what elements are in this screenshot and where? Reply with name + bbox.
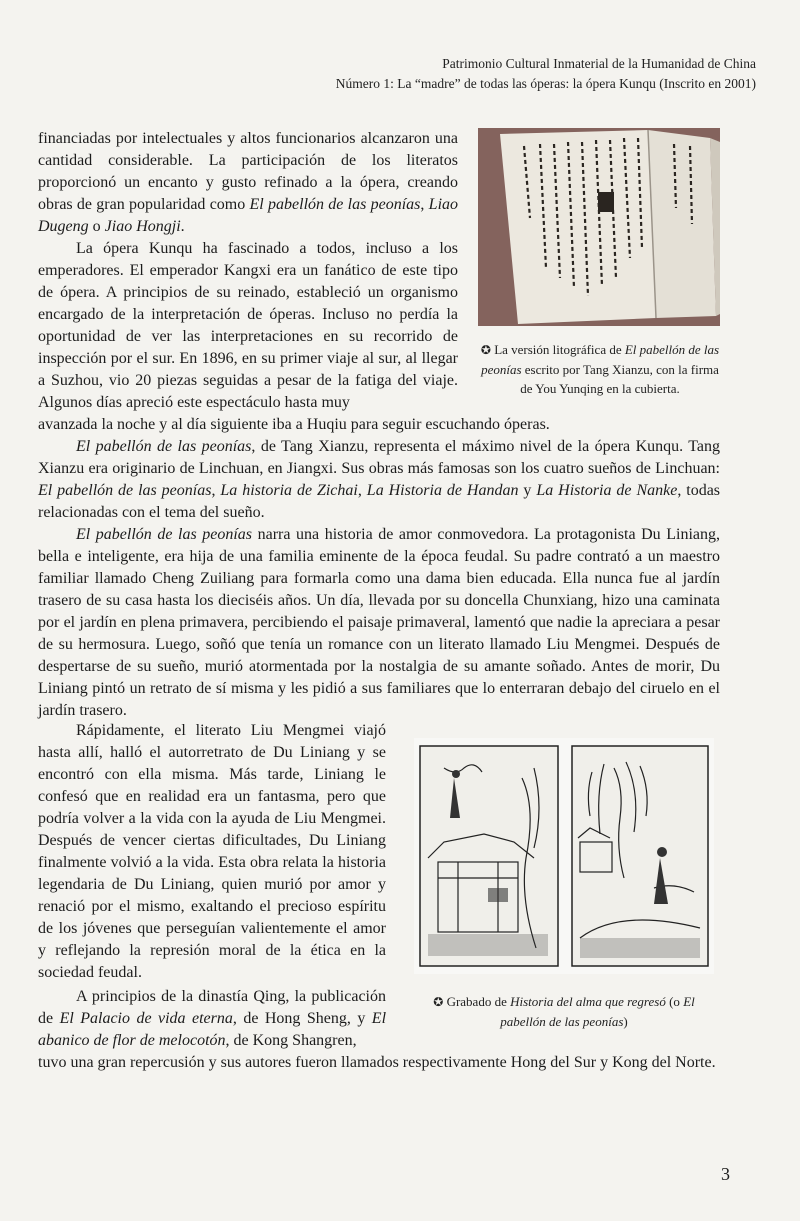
- paragraph-3: El pabellón de las peonías, de Tang Xianzu, representa el máximo nivel de la ópera Kunqu. Tang Xianzu era originario de Linchuan, en Jiangxi. Sus obras más famosas son los cuatro sueños de Linchuan: El pabellón de las peonías, La historia de Zichai, La Historia de Handan y La Historia de Nanke, todas relacionadas con el tema del sueño.: [38, 438, 721, 521]
- italic-title: El pabellón de las peonías: [38, 482, 212, 499]
- caption-1-text: La versión litográfica de El pabellón de las peonías escrito por Tang Xianzu, con la firma de You Yunqing en la cubierta.: [481, 342, 720, 396]
- running-header: [336, 54, 756, 94]
- star-bullet-icon: ✪: [433, 995, 444, 1009]
- italic-title: La Historia de Handan: [366, 482, 519, 499]
- paragraph-2-continued: avanzada la noche y al día siguiente iba a Huqiu para seguir escuchando óperas.: [38, 416, 550, 433]
- paragraph-6-continued: tuvo una gran repercusión y sus autores fueron llamados respectivamente Hong del Sur y Kong del Norte.: [38, 1054, 716, 1071]
- italic-title: El pabellón de las peonías: [481, 342, 720, 377]
- italic-title: El pabellón de las peonías: [76, 438, 252, 455]
- italic-title: La historia de Zichai: [220, 482, 358, 499]
- figure-1-caption: [478, 340, 722, 398]
- woodblock-engraving-image: [414, 738, 714, 974]
- paragraph-4: El pabellón de las peonías narra una historia de amor conmovedora. La protagonista Du Liniang, bella e inteligente, era hija de una familia eminente de la época feudal. Su padre contrató a un maestro familiar llamado Cheng Zuiliang para formarla como una dama bien educada. Ella nunca fue al jardín trasero de su casa hasta los dieciséis años. Un día, llevada por su doncella Chunxiang, hizo una caminata por el jardín en plena primavera, percibiendo el paisaje primaveral, lamentó que nadie la apreciara a pesar de su hermosura. Luego, soñó que tenía un romance con un literato llamado Liu Mengmei. Después de despertarse de su sueño, murió atormentada por la nostalgia de su amante soñado. Antes de morir, Du Liniang pintó un retrato de sí misma y les pidió a sus familiares que lo enterraran debajo del ciruelo en el jardín trasero.: [38, 526, 720, 719]
- figure-2-caption: [416, 992, 712, 1031]
- star-bullet-icon: ✪: [480, 343, 491, 357]
- header-series-title: Patrimonio Cultural Inmaterial de la Humanidad de China: [442, 56, 756, 71]
- italic-title: El pabellón de las peonías: [249, 196, 421, 213]
- page-number: 3: [721, 1164, 730, 1184]
- italic-title: El abanico de flor de melocotón: [38, 1010, 387, 1049]
- caption-2-text: Grabado de Historia del alma que regresó (o El pabellón de las peonías): [446, 994, 695, 1029]
- header-issue-title: Número 1: La “madre” de todas las óperas: la ópera Kunqu (Inscrito en 2001): [335, 76, 756, 91]
- italic-title: Liao Dugeng: [38, 196, 459, 235]
- italic-title: La Historia de Nanke: [536, 482, 678, 499]
- italic-title: Jiao Hongji: [104, 218, 181, 235]
- italic-title: El pabellón de las peonías: [76, 526, 253, 543]
- paragraph-6: A principios de la dinastía Qing, la publicación de El Palacio de vida eterna, de Hong Sheng, y El abanico de flor de melocotón, de Kong Shangren,: [38, 988, 387, 1049]
- paragraph-5: Rápidamente, el literato Liu Mengmei viajó hasta allí, halló el autorretrato de Du Liniang y se encontró con ella misma. Más tarde, Liniang le confesó que en realidad era un fantasma, pero que podría volver a la vida con la ayuda de Liu Mengmei. Después de vencer ciertas dificultades, Du Liniang finalmente volvió a la vida. Esta obra relata la historia legendaria de Du Liniang, quien murió por amor y renació por el mismo, exaltando el precioso espíritu de los jóvenes que perseguían valientemente el amor y reflejando la represión moral de la ética en la sociedad feudal.: [38, 722, 386, 981]
- lithograph-book-image: [478, 128, 720, 326]
- paragraph-2: La ópera Kunqu ha fascinado a todos, incluso a los emperadores. El emperador Kangxi era un fanático de este tipo de ópera. A principios de su reinado, estableció un organismo encargado de la interpretación de óperas. Incluso no perdía la oportunidad de ver las interpretaciones en su recorrido de inspección por el sur. En 1896, en su primer viaje al sur, al llegar a Suzhou, vio 20 piezas seguidas a pesar de la fatiga del viaje. Algunos días apreció este espectáculo hasta muy: [38, 240, 458, 411]
- italic-title: Historia del alma que regresó: [510, 994, 666, 1009]
- italic-title: El pabellón de las peonías: [500, 994, 695, 1029]
- italic-title: El Palacio de vida eterna: [59, 1010, 233, 1027]
- paragraph-1: financiadas por intelectuales y altos funcionarios alcanzaron una cantidad considerable. La participación de los literatos proporcionó un encanto y gusto refinado a la ópera, creando obras de gran popularidad como El pabellón de las peonías, Liao Dugeng o Jiao Hongji.: [38, 130, 459, 235]
